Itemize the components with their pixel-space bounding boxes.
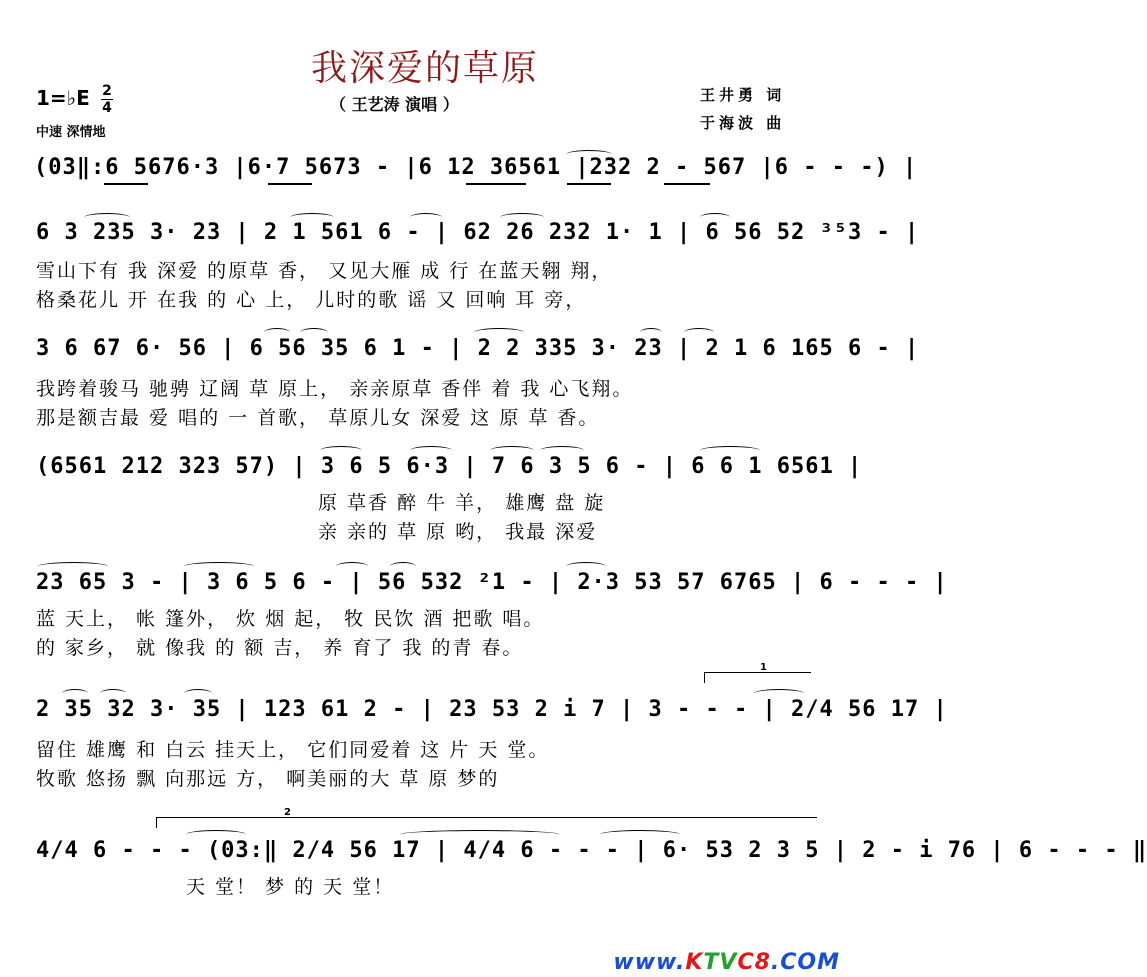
lyric-row-3-verse-2: 那是额吉最 爱 唱的 一 首歌， 草原儿女 深爱 这 原 草 香。 xyxy=(36,407,600,429)
tempo-marking: 中速 深情地 xyxy=(36,125,106,140)
lyric-row-4-verse-1: 原 草香 醉 牛 羊， 雄鹰 盘 旋 xyxy=(318,492,606,514)
slur xyxy=(540,446,584,455)
slur xyxy=(390,562,416,571)
time-signature xyxy=(101,84,113,115)
watermark-part: C8 xyxy=(737,950,771,975)
beam xyxy=(664,183,710,185)
volta-number-1: 1 xyxy=(760,662,767,673)
slur xyxy=(38,562,108,571)
slur xyxy=(184,562,254,571)
slur xyxy=(500,213,544,222)
score-row-3-notes: 3 6 67 6· 56 | 6 56 35 6 1 - | 2 2 335 3· 23 | 2 1 6 165 6 - | xyxy=(36,336,920,361)
slur xyxy=(700,213,730,222)
slur xyxy=(684,328,714,337)
slur xyxy=(754,689,804,698)
slur xyxy=(336,562,368,571)
song-title: 我深爱的草原 xyxy=(310,48,539,89)
score-row-6-notes: 2 35 32 3· 35 | 123 61 2 - | 23 53 2 i 7 | 3 - - - | 2/4 56 17 | xyxy=(36,697,948,722)
lyric-row-3-verse-1: 我跨着骏马 驰骋 辽阔 草 原上， 亲亲原草 香伴 着 我 心飞翔。 xyxy=(36,378,634,400)
slur xyxy=(410,213,442,222)
slur xyxy=(264,328,290,337)
lyricist-credit: 王井勇 词 xyxy=(700,86,786,104)
lyric-row-6-verse-2: 牧歌 悠扬 飘 向那远 方， 啊美丽的大 草 原 梦的 xyxy=(36,768,500,790)
meter-top: 2 xyxy=(102,83,112,99)
lyric-row-2-verse-1: 雪山下有 我 深爱 的原草 香， 又见大雁 成 行 在蓝天翱 翔， xyxy=(36,260,613,282)
beam xyxy=(567,183,611,185)
watermark-part: www. xyxy=(613,950,686,975)
composer-credit: 于海波 曲 xyxy=(700,114,786,132)
slur xyxy=(184,689,212,698)
slur xyxy=(640,328,662,337)
volta-number-2: 2 xyxy=(284,807,291,818)
score-row-4-notes: (6561 212 323 57) | 3 6 5 6·3 | 7 6 3 5 6 - | 6 6 1 6561 | xyxy=(36,454,863,479)
slur xyxy=(400,830,560,839)
key-signature: 1=♭E xyxy=(36,86,90,110)
beam xyxy=(466,183,526,185)
site-watermark xyxy=(613,950,840,975)
volta-bracket-2 xyxy=(156,817,817,828)
slur xyxy=(100,689,126,698)
slur xyxy=(700,446,760,455)
score-row-5-notes: 23 65 3 - | 3 6 5 6 - | 56 532 ²1 - | 2·3 53 57 6765 | 6 - - - | xyxy=(36,570,948,595)
lyric-row-5-verse-2: 的 家乡， 就 像我 的 额 吉， 养 育了 我 的青 春。 xyxy=(36,637,524,659)
slur xyxy=(410,446,452,455)
slur xyxy=(300,328,328,337)
meter-bottom: 4 xyxy=(102,100,112,116)
slur xyxy=(490,446,534,455)
score-row-7-notes: 4/4 6 - - - (03:‖ 2/4 56 17 | 4/4 6 - - - | 6· 53 2 3 5 | 2 - i 76 | 6 - - - ‖ xyxy=(36,838,1147,863)
slur xyxy=(290,213,334,222)
slur xyxy=(320,446,362,455)
volta-bracket-1 xyxy=(704,672,811,683)
watermark-part: TV xyxy=(703,950,738,975)
lyric-row-5-verse-1: 蓝 天上， 帐 篷外， 炊 烟 起， 牧 民饮 酒 把歌 唱。 xyxy=(36,608,545,630)
score-row-1-notes: (03‖:6 5676·3 |6·7 5673 - |6 12 36561 |232 2 - 567 |6 - - -) | xyxy=(34,155,918,180)
beam xyxy=(104,183,148,185)
lyric-row-4-verse-2: 亲 亲的 草 原 哟， 我最 深爱 xyxy=(318,521,598,543)
slur xyxy=(84,213,130,222)
performer-credit: （ 王艺涛 演唱 ） xyxy=(330,95,459,114)
slur xyxy=(566,150,612,159)
lyric-row-6-verse-1: 留住 雄鹰 和 白云 挂天上， 它们同爱着 这 片 天 堂。 xyxy=(36,739,550,761)
slur xyxy=(474,328,524,337)
slur xyxy=(600,830,680,839)
lyric-row-2-verse-2: 格桑花儿 开 在我 的 心 上， 儿时的歌 谣 又 回响 耳 旁， xyxy=(36,289,587,311)
lyric-row-7-verse-1: 天 堂！ 梦 的 天 堂！ xyxy=(186,876,395,898)
watermark-part: K xyxy=(685,950,704,975)
watermark-part: .COM xyxy=(770,950,840,975)
slur xyxy=(62,689,88,698)
slur xyxy=(186,830,246,839)
score-row-2-notes: 6 3 235 3· 23 | 2 1 561 6 - | 62 26 232 1· 1 | 6 56 52 ³⁵3 - | xyxy=(36,220,920,245)
beam xyxy=(268,183,312,185)
slur xyxy=(566,562,606,571)
